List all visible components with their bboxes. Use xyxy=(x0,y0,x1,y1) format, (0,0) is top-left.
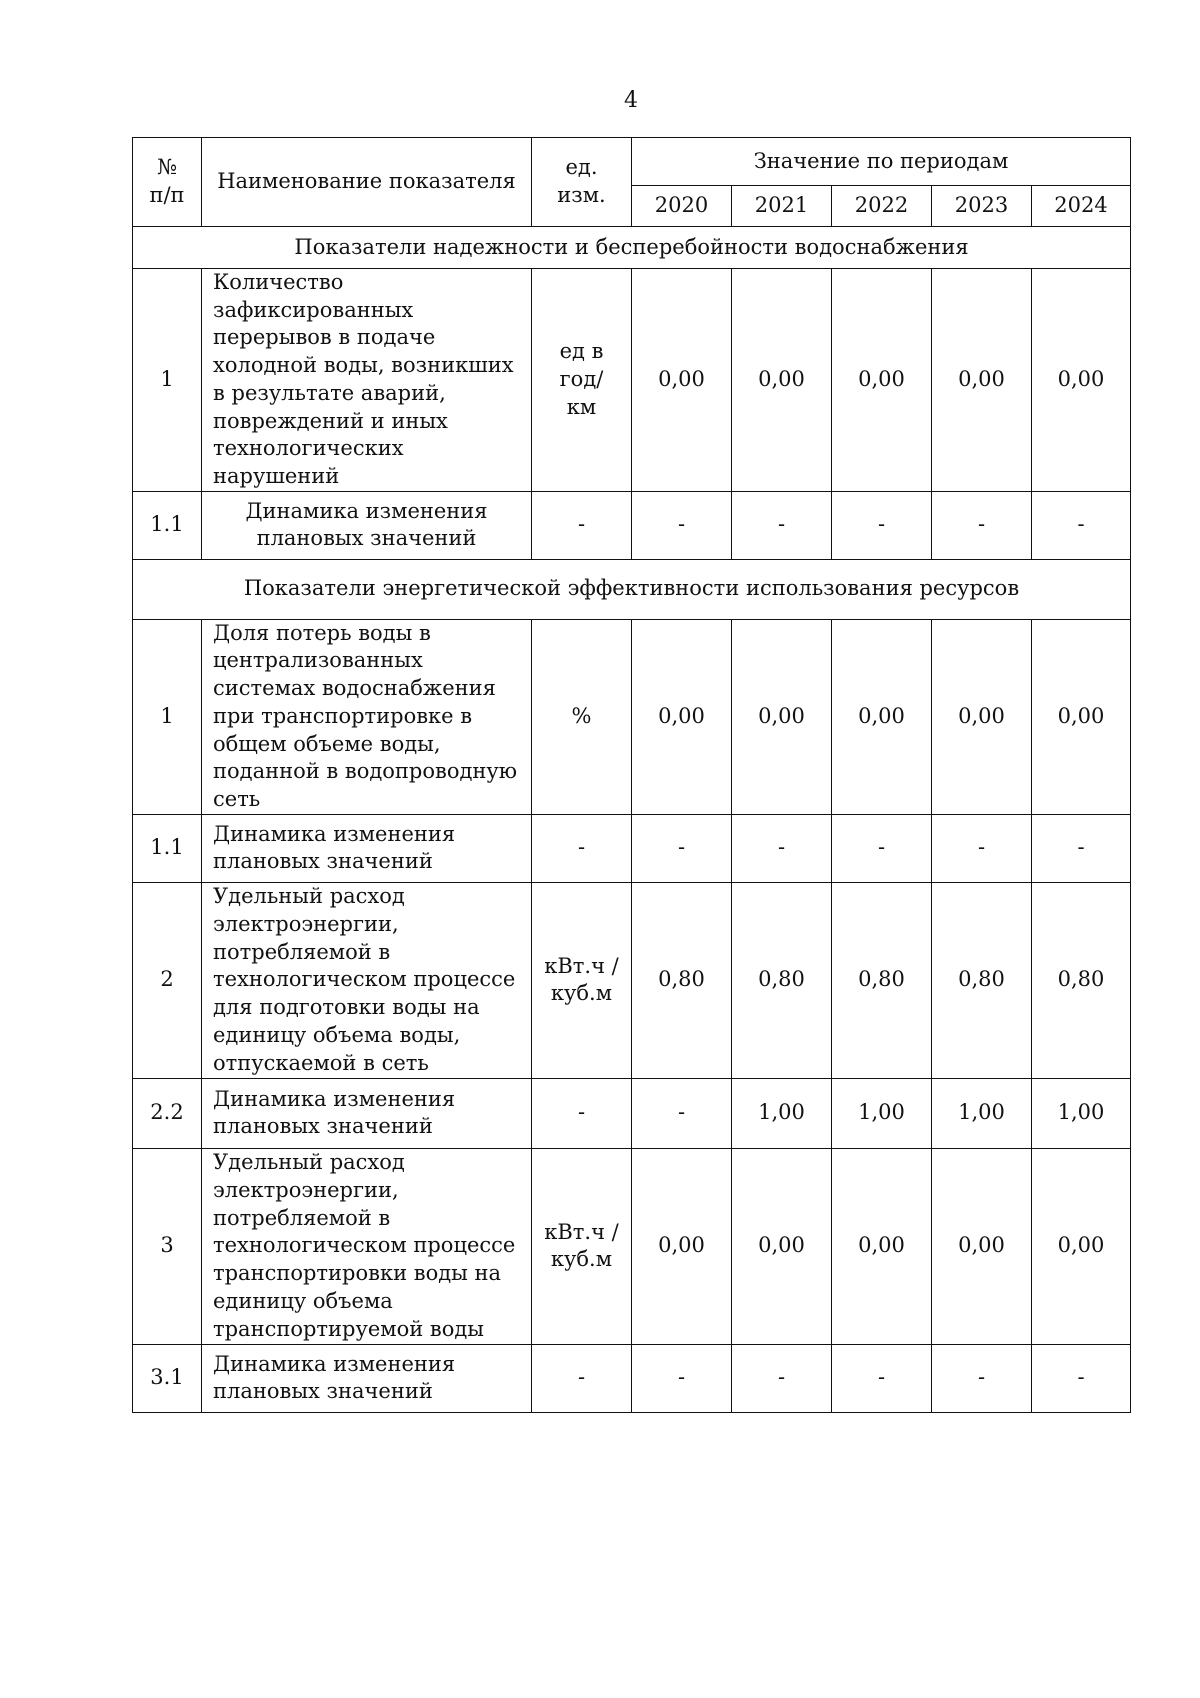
row-unit: - xyxy=(532,1344,632,1412)
row-value: 0,00 xyxy=(732,1148,832,1344)
table-row xyxy=(133,814,1131,882)
row-value: - xyxy=(632,1344,732,1412)
row-value: - xyxy=(932,491,1032,559)
row-value: 0,80 xyxy=(632,882,732,1078)
table-row xyxy=(133,269,1131,492)
row-value: 0,00 xyxy=(632,1148,732,1344)
table-row xyxy=(133,1078,1131,1148)
header-year: 2022 xyxy=(832,186,932,227)
row-value: 0,00 xyxy=(832,619,932,814)
table-row xyxy=(133,619,1131,814)
row-value: - xyxy=(832,1344,932,1412)
row-value: 0,80 xyxy=(732,882,832,1078)
row-value: - xyxy=(632,491,732,559)
row-value: 0,00 xyxy=(1032,269,1131,492)
row-name: Динамика изменения плановых значений xyxy=(202,491,532,559)
row-num: 3 xyxy=(133,1148,202,1344)
header-year: 2024 xyxy=(1032,186,1131,227)
row-num: 1 xyxy=(133,269,202,492)
table-row xyxy=(133,882,1131,1078)
row-value: 0,80 xyxy=(832,882,932,1078)
section-title: Показатели энергетической эффективности использования ресурсов xyxy=(133,559,1131,619)
row-num: 1.1 xyxy=(133,814,202,882)
row-value: 1,00 xyxy=(832,1078,932,1148)
row-value: 0,80 xyxy=(1032,882,1131,1078)
row-name: Удельный расход электроэнергии, потребляемой в технологическом процессе транспортировки воды на единицу объема транспортируемой воды xyxy=(202,1148,532,1344)
header-period: Значение по периодам xyxy=(632,138,1131,186)
header-unit: ед. изм. xyxy=(532,138,632,227)
row-value: - xyxy=(932,814,1032,882)
row-name: Удельный расход электроэнергии, потребляемой в технологическом процессе для подготовки воды на единицу объема воды, отпускаемой в сеть xyxy=(202,882,532,1078)
page-number: 4 xyxy=(624,88,638,113)
row-value: 0,00 xyxy=(1032,619,1131,814)
row-num: 1 xyxy=(133,619,202,814)
row-name: Количество зафиксированных перерывов в подаче холодной воды, возникших в результате аварий, повреждений и иных технологических нарушений xyxy=(202,269,532,492)
row-num: 2.2 xyxy=(133,1078,202,1148)
table-row xyxy=(133,1344,1131,1412)
row-value: 0,00 xyxy=(632,619,732,814)
row-value: - xyxy=(732,491,832,559)
row-value: 0,00 xyxy=(1032,1148,1131,1344)
row-value: - xyxy=(1032,814,1131,882)
row-name: Доля потерь воды в централизованных системах водоснабжения при транспортировке в общем объеме воды, поданной в водопроводную сеть xyxy=(202,619,532,814)
row-num: 2 xyxy=(133,882,202,1078)
header-year: 2020 xyxy=(632,186,732,227)
row-value: 1,00 xyxy=(732,1078,832,1148)
row-value: - xyxy=(932,1344,1032,1412)
row-name: Динамика изменения плановых значений xyxy=(202,1078,532,1148)
row-value: - xyxy=(1032,491,1131,559)
table-row xyxy=(133,491,1131,559)
header-year: 2023 xyxy=(932,186,1032,227)
row-value: - xyxy=(632,814,732,882)
row-unit: кВт.ч / куб.м xyxy=(532,882,632,1078)
header-name: Наименование показателя xyxy=(202,138,532,227)
row-num: 3.1 xyxy=(133,1344,202,1412)
row-name: Динамика изменения плановых значений xyxy=(202,814,532,882)
row-unit: ед в год/ км xyxy=(532,269,632,492)
header-year: 2021 xyxy=(732,186,832,227)
row-value: 0,00 xyxy=(732,619,832,814)
row-unit: - xyxy=(532,814,632,882)
row-value: 1,00 xyxy=(1032,1078,1131,1148)
row-name: Динамика изменения плановых значений xyxy=(202,1344,532,1412)
row-value: 0,00 xyxy=(632,269,732,492)
section-title-row xyxy=(133,559,1131,619)
row-value: 0,00 xyxy=(732,269,832,492)
row-value: 0,00 xyxy=(832,269,932,492)
row-value: - xyxy=(632,1078,732,1148)
row-value: 0,80 xyxy=(932,882,1032,1078)
row-value: - xyxy=(832,491,932,559)
row-value: 0,00 xyxy=(932,1148,1032,1344)
row-unit: кВт.ч / куб.м xyxy=(532,1148,632,1344)
section-title: Показатели надежности и бесперебойности водоснабжения xyxy=(133,227,1131,269)
row-value: 0,00 xyxy=(832,1148,932,1344)
section-title-row xyxy=(133,227,1131,269)
row-value: - xyxy=(732,814,832,882)
row-value: 0,00 xyxy=(932,269,1032,492)
row-unit: - xyxy=(532,491,632,559)
row-value: 0,00 xyxy=(932,619,1032,814)
row-value: - xyxy=(1032,1344,1131,1412)
row-value: - xyxy=(832,814,932,882)
indicators-table xyxy=(132,137,1131,1413)
row-value: 1,00 xyxy=(932,1078,1032,1148)
header-row xyxy=(133,138,1131,186)
table-row xyxy=(133,1148,1131,1344)
header-num: № п/п xyxy=(133,138,202,227)
row-unit: % xyxy=(532,619,632,814)
row-unit: - xyxy=(532,1078,632,1148)
row-num: 1.1 xyxy=(133,491,202,559)
row-value: - xyxy=(732,1344,832,1412)
